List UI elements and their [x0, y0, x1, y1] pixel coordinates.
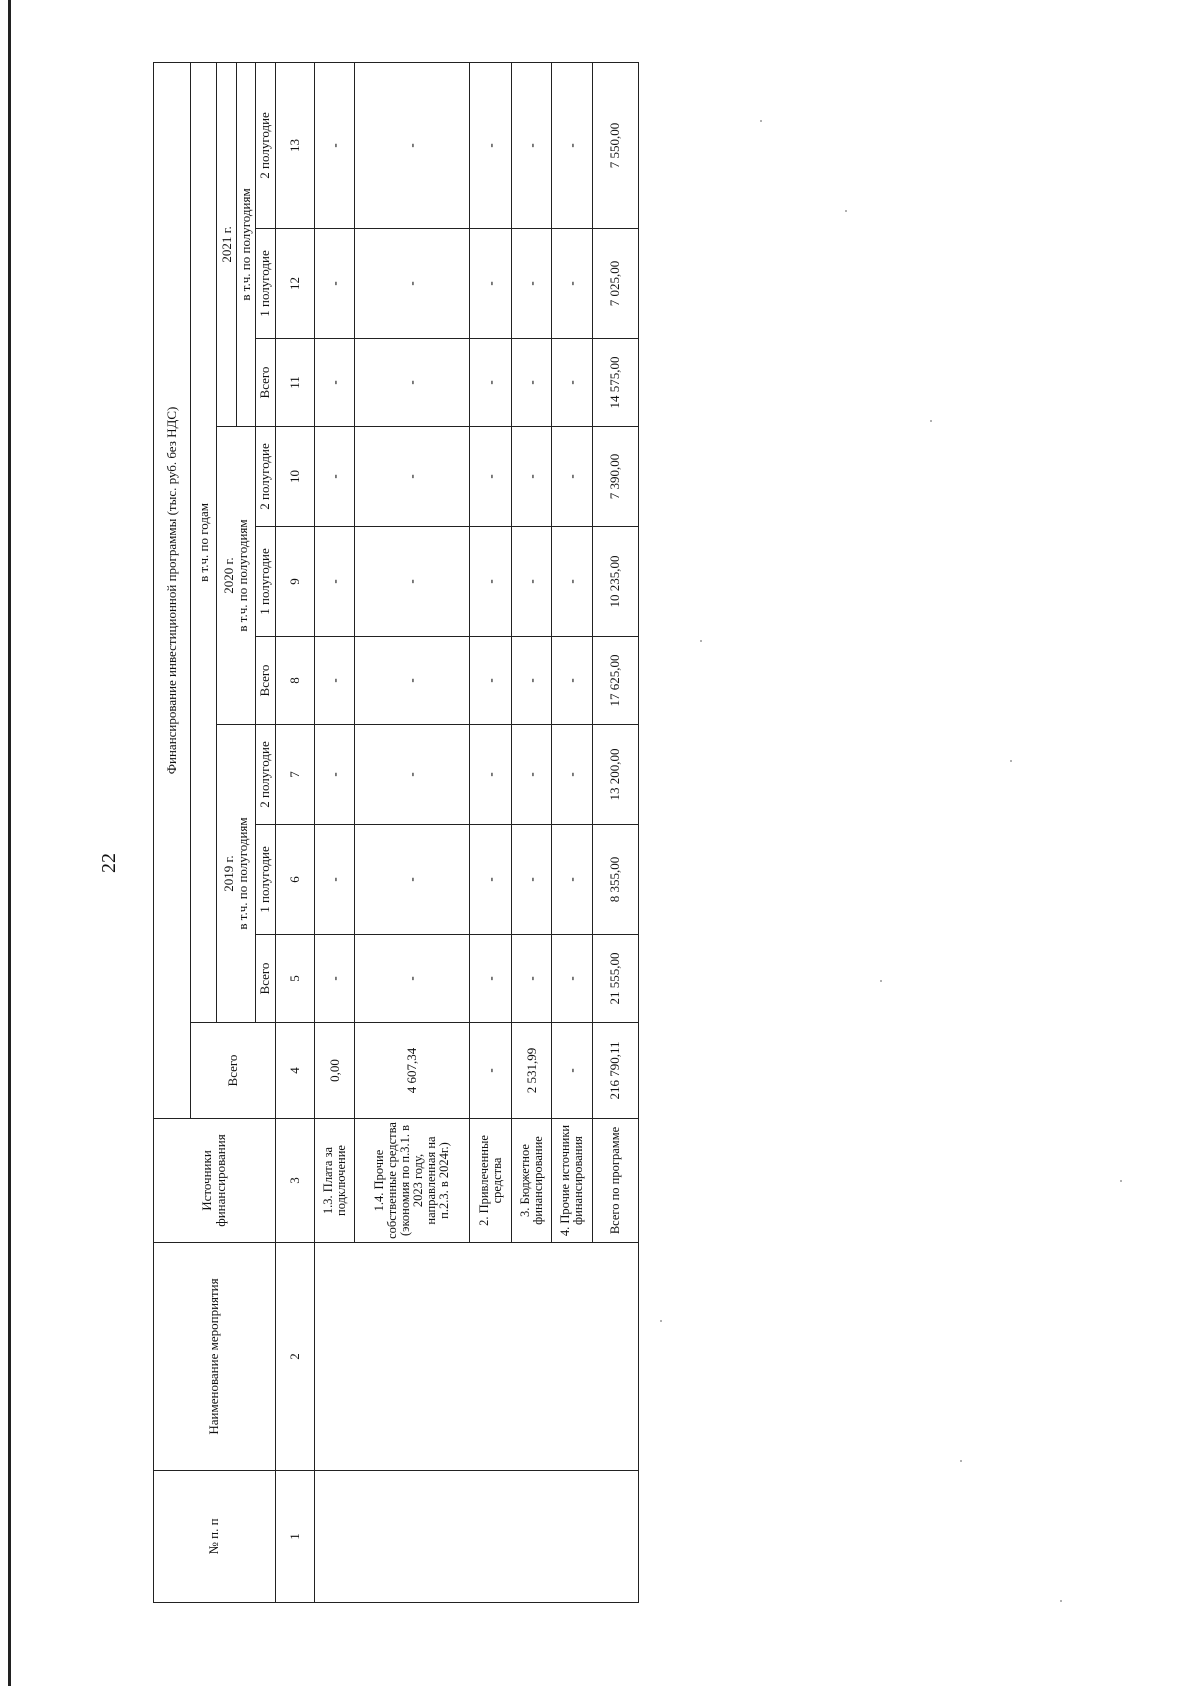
cell-value: 14 575,00 [592, 339, 638, 427]
col-number: 9 [275, 527, 314, 637]
col-number: 5 [275, 935, 314, 1023]
header-year-2021: 2021 г. [217, 62, 237, 426]
cell-total: 216 790,11 [592, 1023, 638, 1119]
cell-num-empty [314, 1471, 638, 1603]
cell-event-empty [314, 1243, 638, 1471]
col-number: 11 [275, 339, 314, 427]
scan-speck [700, 640, 702, 642]
header-total: Всего [191, 1023, 275, 1119]
cell-value: - [552, 229, 593, 339]
cell-value: - [511, 62, 552, 228]
cell-value: - [314, 825, 355, 935]
col-number: 3 [275, 1119, 314, 1243]
scan-speck [880, 980, 882, 982]
header-half1-2020: 1 полугодие [255, 527, 275, 637]
table-row [314, 62, 355, 1602]
header-half2-2019: 2 полугодие [255, 725, 275, 825]
header-half2-2020: 2 полугодие [255, 427, 275, 527]
scan-speck [760, 120, 762, 122]
col-number: 13 [275, 62, 314, 228]
cell-value: - [511, 527, 552, 637]
column-number-row [275, 62, 314, 1602]
cell-value: - [355, 527, 470, 637]
cell-value: - [470, 527, 512, 637]
cell-value: - [552, 725, 593, 825]
cell-value: 21 555,00 [592, 935, 638, 1023]
cell-value: 7 390,00 [592, 427, 638, 527]
rotated-table-container [153, 63, 639, 1603]
cell-value: - [511, 427, 552, 527]
col-number: 8 [275, 637, 314, 725]
cell-value: - [314, 935, 355, 1023]
col-number: 2 [275, 1243, 314, 1471]
header-sources: Источники финансирования [154, 1119, 276, 1243]
cell-value: - [511, 637, 552, 725]
scan-speck [845, 210, 847, 212]
cell-value: 7 025,00 [592, 229, 638, 339]
header-half1-2019: 1 полугодие [255, 825, 275, 935]
scan-speck [960, 1460, 962, 1462]
scan-speck [930, 420, 932, 422]
scan-speck [1060, 1600, 1062, 1602]
cell-source: 3. Бюджетное финансирование [511, 1119, 552, 1243]
header-by-years: в т.ч. по годам [191, 62, 217, 1022]
header-num: № п. п [154, 1471, 276, 1603]
cell-value: - [314, 725, 355, 825]
cell-total: 4 607,34 [355, 1023, 470, 1119]
col-number: 12 [275, 229, 314, 339]
col-number: 6 [275, 825, 314, 935]
header-half1-2021: 1 полугодие [255, 229, 275, 339]
cell-value: - [355, 725, 470, 825]
cell-value: - [470, 825, 512, 935]
cell-value: - [511, 825, 552, 935]
cell-value: - [355, 825, 470, 935]
cell-source: 2. Привлеченные средства [470, 1119, 512, 1243]
cell-value: - [355, 637, 470, 725]
cell-value: 17 625,00 [592, 637, 638, 725]
cell-value: - [552, 427, 593, 527]
cell-total: 0,00 [314, 1023, 355, 1119]
cell-value: - [511, 229, 552, 339]
cell-value: - [355, 62, 470, 228]
cell-value: 7 550,00 [592, 62, 638, 228]
cell-value: - [470, 339, 512, 427]
page-number: 22 [98, 853, 120, 873]
header-event-name: Наименование мероприятия [154, 1243, 276, 1471]
cell-value: - [552, 825, 593, 935]
header-all-2019: Всего [255, 935, 275, 1023]
scan-speck [660, 1320, 662, 1322]
cell-total: - [470, 1023, 512, 1119]
header-half2-2021: 2 полугодие [255, 62, 275, 228]
col-number: 4 [275, 1023, 314, 1119]
col-number: 7 [275, 725, 314, 825]
scan-speck [1010, 760, 1012, 762]
cell-value: - [470, 637, 512, 725]
header-all-2020: Всего [255, 637, 275, 725]
cell-value: - [511, 725, 552, 825]
cell-source-total: Всего по программе [592, 1119, 638, 1243]
cell-value: - [314, 427, 355, 527]
cell-source: 1.4. Прочие собственные средства (экономия по п.3.1. в 2023 году, направленная на п.2.3. в 2024г.) [355, 1119, 470, 1243]
cell-value: - [470, 935, 512, 1023]
cell-value: - [552, 527, 593, 637]
cell-value: - [355, 339, 470, 427]
col-number: 1 [275, 1471, 314, 1603]
header-all-2021: Всего [255, 339, 275, 427]
cell-total: - [552, 1023, 593, 1119]
financing-table [153, 62, 639, 1603]
cell-value: - [314, 527, 355, 637]
cell-value: - [552, 637, 593, 725]
header-year-2020: 2020 г. в т.ч. по полугодиям [217, 427, 255, 725]
cell-value: - [470, 229, 512, 339]
cell-value: - [552, 62, 593, 228]
cell-value: - [552, 935, 593, 1023]
cell-value: - [470, 62, 512, 228]
header-year-2019: 2019 г. в т.ч. по полугодиям [217, 725, 255, 1023]
cell-value: 10 235,00 [592, 527, 638, 637]
cell-value: 13 200,00 [592, 725, 638, 825]
cell-value: - [355, 229, 470, 339]
cell-source: 4. Прочие источники финансирования [552, 1119, 593, 1243]
scan-speck [1120, 1180, 1122, 1182]
cell-value: - [314, 62, 355, 228]
cell-value: - [511, 339, 552, 427]
col-number: 10 [275, 427, 314, 527]
cell-source: 1.3. Плата за подключение [314, 1119, 355, 1243]
cell-value: - [355, 935, 470, 1023]
cell-value: - [314, 637, 355, 725]
cell-value: - [314, 229, 355, 339]
cell-value: 8 355,00 [592, 825, 638, 935]
page-left-border [8, 0, 11, 1686]
cell-value: - [470, 725, 512, 825]
header-financing: Финансирование инвестиционной программы (тыс. руб. без НДС) [154, 62, 191, 1118]
cell-value: - [552, 339, 593, 427]
cell-value: - [355, 427, 470, 527]
cell-value: - [314, 339, 355, 427]
cell-total: 2 531,99 [511, 1023, 552, 1119]
cell-value: - [470, 427, 512, 527]
header-2021-by-halves: в т.ч. по полугодиям [237, 62, 256, 426]
cell-value: - [511, 935, 552, 1023]
